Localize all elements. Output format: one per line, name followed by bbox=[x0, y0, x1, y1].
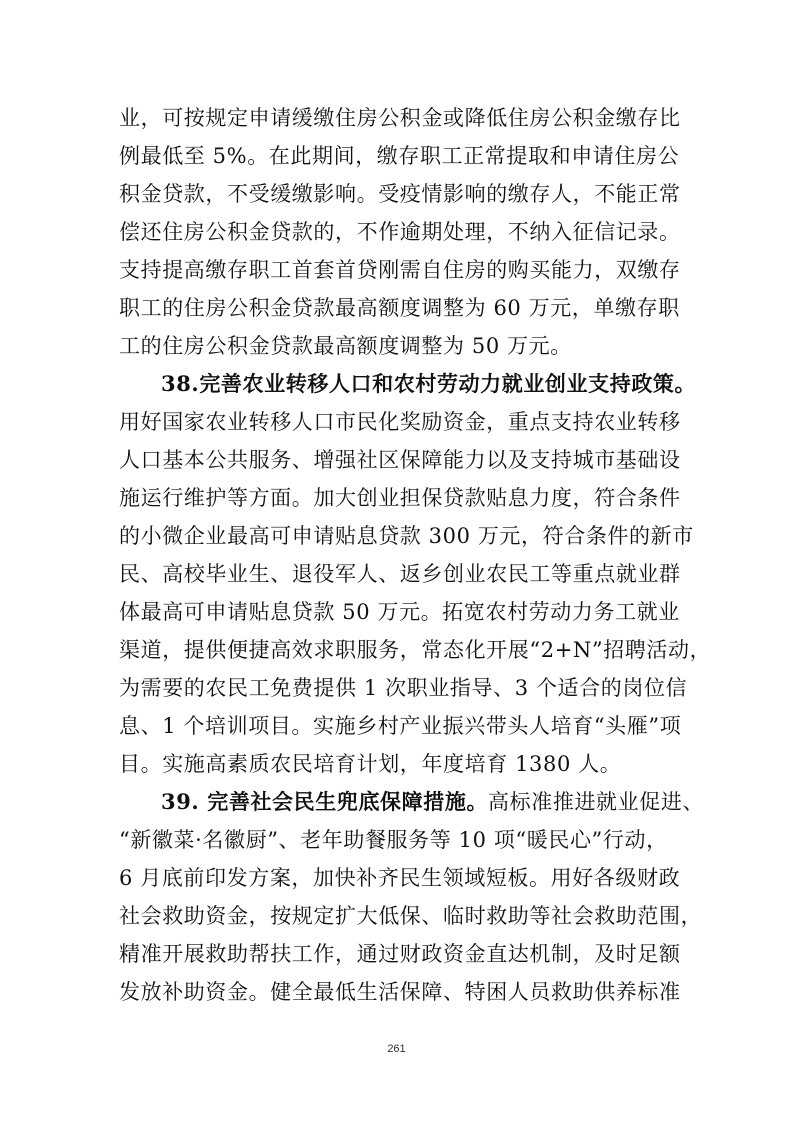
section-39-heading-tail: 高标准推进就业促进、 bbox=[488, 790, 705, 814]
section-39-heading: 39. 完善社会民生兜底保障措施。 bbox=[161, 789, 489, 814]
paragraph-line: 6 月底前印发方案，加快补齐民生领域短板。用好各级财政 bbox=[119, 866, 681, 890]
paragraph-line: 工的住房公积金贷款最高额度调整为 50 万元。 bbox=[119, 334, 572, 358]
section-39-first-line bbox=[161, 782, 704, 822]
page-number: 261 bbox=[387, 1043, 406, 1055]
section-38-heading: 38.完善农业转移人口和农村劳动力就业创业支持政策。 bbox=[161, 371, 697, 396]
paragraph-line: 例最低至 5%。在此期间，缴存职工正常提取和申请住房公 bbox=[119, 144, 680, 168]
paragraph-line: 偿还住房公积金贷款的，不作逾期处理，不纳入征信记录。 bbox=[119, 220, 681, 244]
paragraph-line: 支持提高缴存职工首套首贷刚需自住房的购买能力，双缴存 bbox=[119, 258, 681, 282]
paragraph-line: 精准开展救助帮扶工作，通过财政资金直达机制，及时足额 bbox=[119, 942, 681, 966]
paragraph-line: 息、1 个培训项目。实施乡村产业振兴带头人培育“头雁”项 bbox=[119, 714, 682, 738]
paragraph-line: “新徽菜·名徽厨”、老年助餐服务等 10 项“暖民心”行动， bbox=[119, 828, 668, 852]
paragraph-line: 的小微企业最高可申请贴息贷款 300 万元，符合条件的新市 bbox=[119, 524, 694, 548]
paragraph-line: 职工的住房公积金贷款最高额度调整为 60 万元，单缴存职 bbox=[119, 296, 680, 320]
paragraph-line: 人口基本公共服务、增强社区保障能力以及支持城市基础设 bbox=[119, 448, 681, 472]
paragraph-line: 民、高校毕业生、退役军人、返乡创业农民工等重点就业群 bbox=[119, 562, 681, 586]
paragraph-line: 社会救助资金，按规定扩大低保、临时救助等社会救助范围， bbox=[119, 904, 703, 928]
paragraph-line: 为需要的农民工免费提供 1 次职业指导、3 个适合的岗位信 bbox=[119, 676, 688, 700]
paragraph-line: 渠道，提供便捷高效求职服务，常态化开展“2+N”招聘活动， bbox=[119, 638, 712, 662]
paragraph-line: 积金贷款，不受缓缴影响。受疫情影响的缴存人，不能正常 bbox=[119, 182, 681, 206]
paragraph-line: 发放补助资金。健全最低生活保障、特困人员救助供养标准 bbox=[119, 980, 681, 1004]
paragraph-line: 用好国家农业转移人口市民化奖励资金，重点支持农业转移 bbox=[119, 410, 681, 434]
paragraph-line: 体最高可申请贴息贷款 50 万元。拓宽农村劳动力务工就业 bbox=[119, 600, 680, 624]
paragraph-line: 施运行维护等方面。加大创业担保贷款贴息力度，符合条件 bbox=[119, 486, 681, 510]
paragraph-line: 目。实施高素质农民培育计划，年度培育 1380 人。 bbox=[119, 752, 622, 776]
paragraph-line: 业，可按规定申请缓缴住房公积金或降低住房公积金缴存比 bbox=[119, 106, 681, 130]
